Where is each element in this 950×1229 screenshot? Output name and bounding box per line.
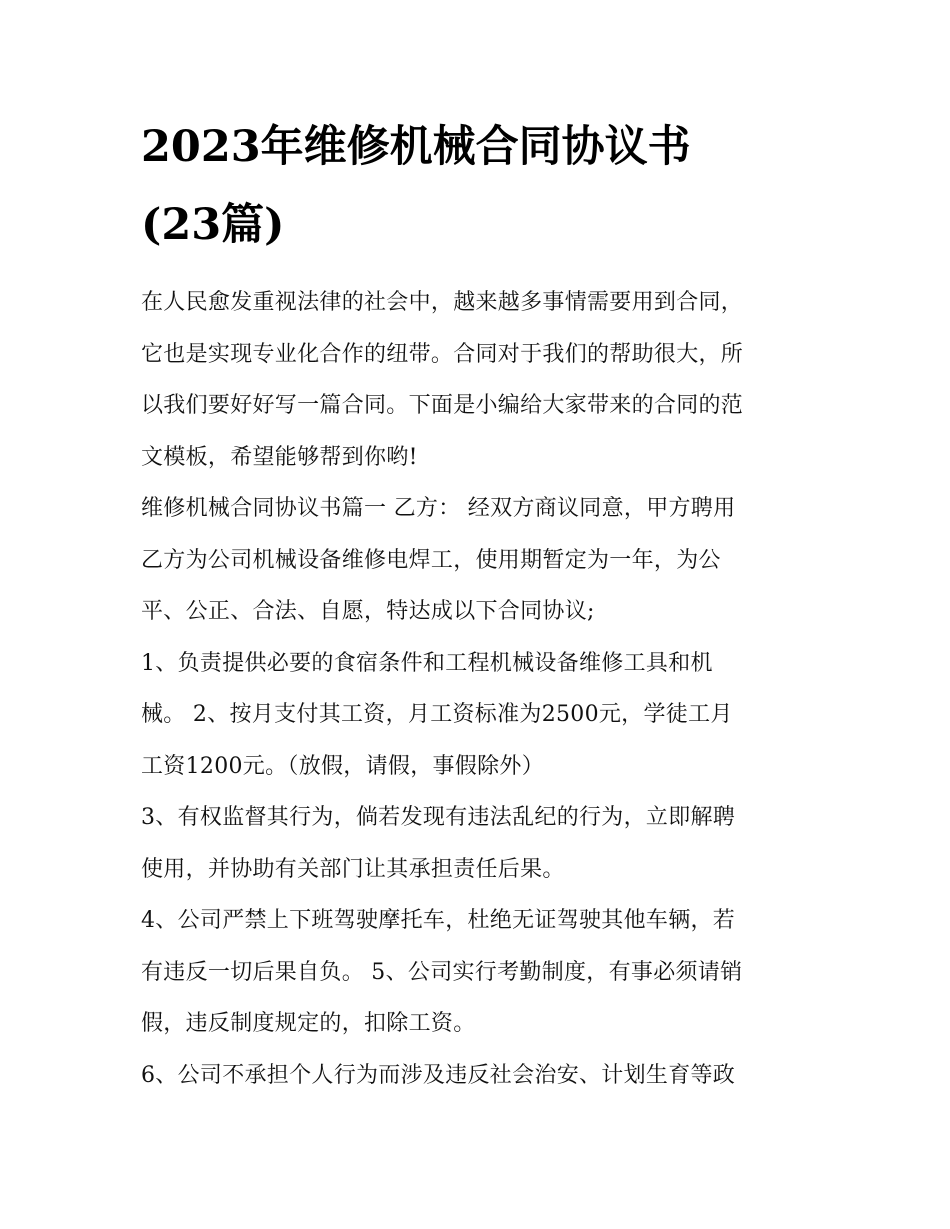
text-line: 3、有权监督其行为，倘若发现有违法乱纪的行为，立即解聘 [141, 805, 736, 830]
text-line: 工资1200元。（放假，请假，事假除外） [141, 753, 544, 779]
text-line: 械。 2、按月支付其工资，月工资标准为2500元，学徒工月 [141, 702, 733, 727]
text-line: 以我们要好好写一篇合同。下面是小编给大家带来的合同的范 [141, 393, 744, 418]
text-line: 4、公司严禁上下班驾驶摩托车，杜绝无证驾驶其他车辆，若 [141, 908, 736, 933]
text-line: 维修机械合同协议书篇一 乙方： 经双方商议同意，甲方聘用 [141, 496, 736, 521]
clause-4-5-paragraph [141, 895, 831, 1050]
text-line: 使用，并协助有关部门让其承担责任后果。 [141, 856, 565, 882]
clause-6-paragraph [141, 1050, 831, 1102]
document-title [141, 108, 821, 264]
title-line: (23篇) [141, 200, 285, 250]
section-one-paragraph [141, 483, 831, 638]
text-line: 6、公司不承担个人行为而涉及违反社会治安、计划生育等政 [141, 1062, 736, 1088]
intro-paragraph [141, 277, 831, 483]
document-body [141, 277, 831, 1101]
text-line: 它也是实现专业化合作的纽带。合同对于我们的帮助很大，所 [141, 341, 744, 367]
text-line: 文模板，希望能够帮到你哟! [141, 444, 418, 470]
text-line: 1、负责提供必要的食宿条件和工程机械设备维修工具和机 [141, 650, 713, 676]
clause-1-2-paragraph [141, 638, 831, 793]
text-line: 假，违反制度规定的，扣除工资。 [141, 1011, 476, 1036]
text-line: 乙方为公司机械设备维修电焊工，使用期暂定为一年，为公 [141, 547, 721, 573]
text-line: 有违反一切后果自负。 5、公司实行考勤制度，有事必须请销 [141, 959, 743, 985]
title-line: 2023年维修机械合同协议书 [141, 122, 691, 172]
text-line: 在人民愈发重视法律的社会中，越来越多事情需要用到合同， [141, 290, 744, 315]
text-line: 平、公正、合法、自愿，特达成以下合同协议; [141, 599, 595, 624]
clause-3-paragraph [141, 792, 831, 895]
